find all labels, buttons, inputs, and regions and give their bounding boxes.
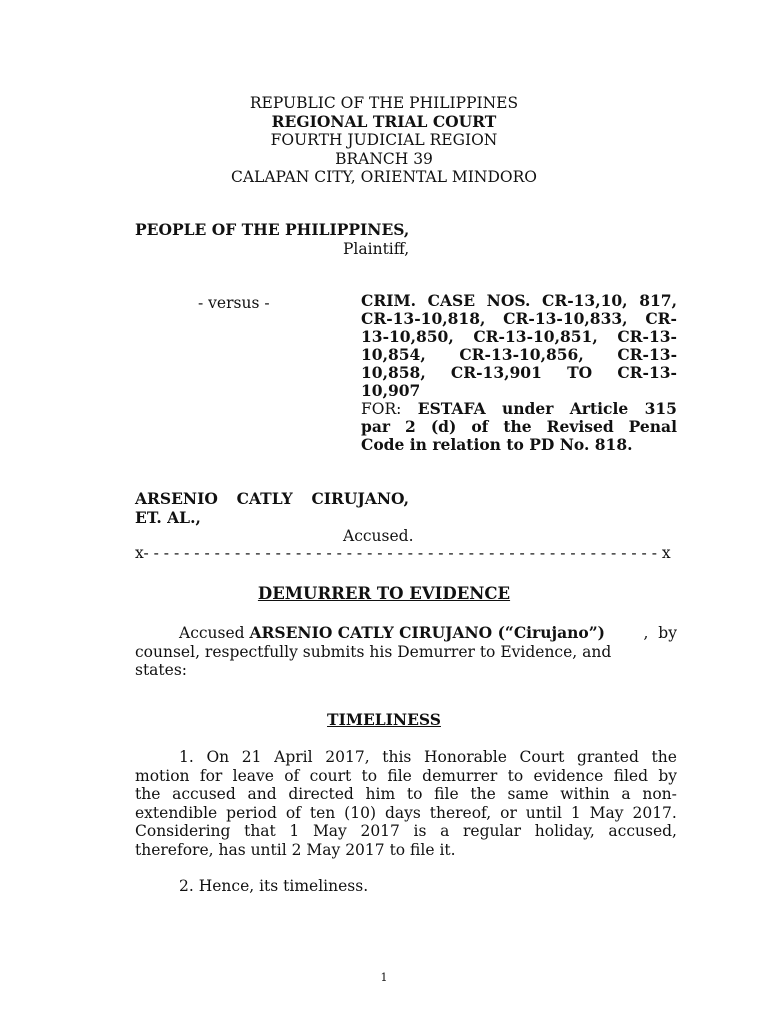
word: 2017. <box>632 803 677 822</box>
word: accused, <box>608 822 677 840</box>
case-word: CR-13,10, <box>542 291 628 310</box>
page-number: 1 <box>380 971 388 984</box>
word: days <box>384 803 421 822</box>
for-word: the <box>503 417 532 436</box>
p1-last-line: therefore, has until 2 May 2017 to file it. <box>135 840 456 859</box>
word: the <box>470 785 496 803</box>
header-republic: REPUBLIC OF THE PHILIPPINES <box>249 94 519 112</box>
word: Honorable <box>424 748 507 766</box>
accused-name-line <box>135 490 409 508</box>
intro-paragraph <box>135 624 677 680</box>
word: holiday, <box>534 822 595 840</box>
header-city: CALAPAN CITY, ORIENTAL MINDORO <box>231 168 537 186</box>
word: May <box>589 803 624 822</box>
intro-accused-name: ARSENIO CATLY CIRUJANO (“Cirujano”) <box>249 623 605 642</box>
word: is <box>413 822 427 840</box>
case-word: 13-10,850, <box>361 327 454 346</box>
case-word: CRIM. <box>361 291 417 310</box>
word: evidence <box>533 766 604 785</box>
word: the <box>135 785 161 803</box>
for-word: Revised <box>546 417 614 436</box>
word: until <box>525 803 562 822</box>
accused-word: CATLY <box>236 489 293 508</box>
case-word: NOS. <box>486 291 531 310</box>
p1-line <box>135 822 677 841</box>
for-line-3 <box>361 436 677 454</box>
for-word: (d) <box>430 417 457 436</box>
accused-word: CIRUJANO, <box>311 489 409 508</box>
word: directed <box>288 785 354 803</box>
court-header <box>0 94 768 187</box>
word: to <box>406 785 423 803</box>
intro-line-1-text <box>179 624 605 643</box>
word: the <box>651 748 677 766</box>
p1-line <box>135 767 677 786</box>
word: April <box>274 748 313 766</box>
for-word: 2 <box>405 417 416 436</box>
word: motion <box>135 766 190 785</box>
for-word: Penal <box>628 417 677 436</box>
divider-dashes: - - - - - - - - - - - - - - - - - - - - - - - - - - - - - - - - - - - - - - - - - - - - - - - - - - <box>148 544 662 562</box>
word: regular <box>463 822 522 840</box>
word: or <box>500 803 517 822</box>
word: thereof, <box>429 803 492 822</box>
word: granted <box>577 748 639 766</box>
for-line-1 <box>361 400 677 418</box>
word: 1 <box>289 822 300 840</box>
word: a <box>440 822 450 840</box>
versus-label: - versus - <box>198 294 270 312</box>
word: demurrer <box>422 766 498 785</box>
header-court: REGIONAL TRIAL COURT <box>271 111 497 131</box>
p1-line <box>135 785 677 804</box>
case-line-3 <box>361 328 677 346</box>
word: Court <box>519 748 565 766</box>
for-line-2 <box>361 418 677 436</box>
case-word: TO <box>567 363 593 382</box>
word: Considering <box>135 822 231 840</box>
accused-et-al: ET. AL., <box>135 508 201 527</box>
case-word: 10,858, <box>361 363 426 382</box>
case-word: CR-13-10,856, <box>459 345 584 364</box>
case-word: 10,907 <box>361 381 421 400</box>
word: to <box>361 766 378 785</box>
word: May <box>312 822 347 840</box>
word: file <box>387 766 412 785</box>
word: file <box>434 785 459 803</box>
p1-line <box>135 748 677 767</box>
case-line-5 <box>361 364 677 382</box>
header-branch: BRANCH 39 <box>335 149 433 168</box>
for-word: of <box>471 417 489 436</box>
word: 2017, <box>325 748 370 766</box>
word: this <box>382 748 412 766</box>
for-line-3-text: Code in relation to PD No. 818. <box>361 435 633 454</box>
divider-start: x- <box>135 544 149 562</box>
case-word: CR-13- <box>617 363 677 382</box>
word: that <box>244 822 276 840</box>
case-word: CR-13- <box>617 345 677 364</box>
for-word: ESTAFA <box>417 399 486 418</box>
case-word: CR- <box>645 309 677 328</box>
for-word: par <box>361 417 391 436</box>
word: him <box>365 785 396 803</box>
word: 1. <box>179 748 194 766</box>
word: accused <box>172 785 236 803</box>
word: by <box>658 766 677 785</box>
word: a <box>621 785 631 803</box>
word: of <box>285 803 301 822</box>
case-word: CASE <box>427 291 476 310</box>
word: 21 <box>241 748 262 766</box>
case-word: CR-13,901 <box>450 363 542 382</box>
document-title: DEMURRER TO EVIDENCE <box>257 584 511 603</box>
case-line-1 <box>361 292 677 310</box>
p1-line <box>135 804 677 823</box>
paragraph-1 <box>135 748 677 859</box>
case-word: CR-13-10,833, <box>503 309 628 328</box>
word: On <box>206 748 230 766</box>
for-label: FOR: <box>361 400 402 418</box>
word: non- <box>642 785 677 803</box>
case-numbers-block <box>361 292 677 454</box>
word: leave <box>232 766 274 785</box>
case-word: CR-13-10,851, <box>473 327 598 346</box>
case-line-6 <box>361 382 677 400</box>
divider-end: x <box>661 544 671 562</box>
case-word: CR-13- <box>617 327 677 346</box>
word: filed <box>613 766 649 785</box>
word: (10) <box>344 803 376 822</box>
plaintiff-name: PEOPLE OF THE PHILIPPINES, <box>135 220 410 239</box>
accused-word: ARSENIO <box>135 489 218 508</box>
caption-divider <box>135 544 677 562</box>
case-word: 10,854, <box>361 345 426 364</box>
word: 1 <box>570 803 581 822</box>
word: period <box>226 803 277 822</box>
word: and <box>247 785 277 803</box>
header-region: FOURTH JUDICIAL REGION <box>270 131 498 149</box>
word: 2017 <box>360 822 400 840</box>
for-word: Article <box>569 399 629 418</box>
paragraph-2: 2. Hence, its timeliness. <box>179 877 369 895</box>
word: court <box>309 766 352 785</box>
intro-line-3: states: <box>135 661 188 679</box>
plaintiff-role: Plaintiff, <box>343 240 410 258</box>
word: to <box>507 766 524 785</box>
intro-tail: , by <box>643 624 677 642</box>
word: for <box>199 766 223 785</box>
case-line-4 <box>361 346 677 364</box>
intro-line-1 <box>135 624 677 643</box>
for-word: under <box>501 399 554 418</box>
word: of <box>284 766 300 785</box>
case-line-2 <box>361 310 677 328</box>
for-word: 315 <box>644 399 677 418</box>
case-word: 817, <box>639 291 677 310</box>
word: same <box>507 785 549 803</box>
intro-prefix: Accused <box>179 624 250 642</box>
case-word: CR-13-10,818, <box>361 309 486 328</box>
intro-line-2: counsel, respectfully submits his Demurrer to Evidence, and <box>135 642 612 661</box>
word: within <box>560 785 610 803</box>
word: ten <box>309 803 336 822</box>
word: extendible <box>135 803 218 822</box>
accused-role: Accused. <box>343 527 414 545</box>
section-heading-timeliness: TIMELINESS <box>327 710 441 729</box>
